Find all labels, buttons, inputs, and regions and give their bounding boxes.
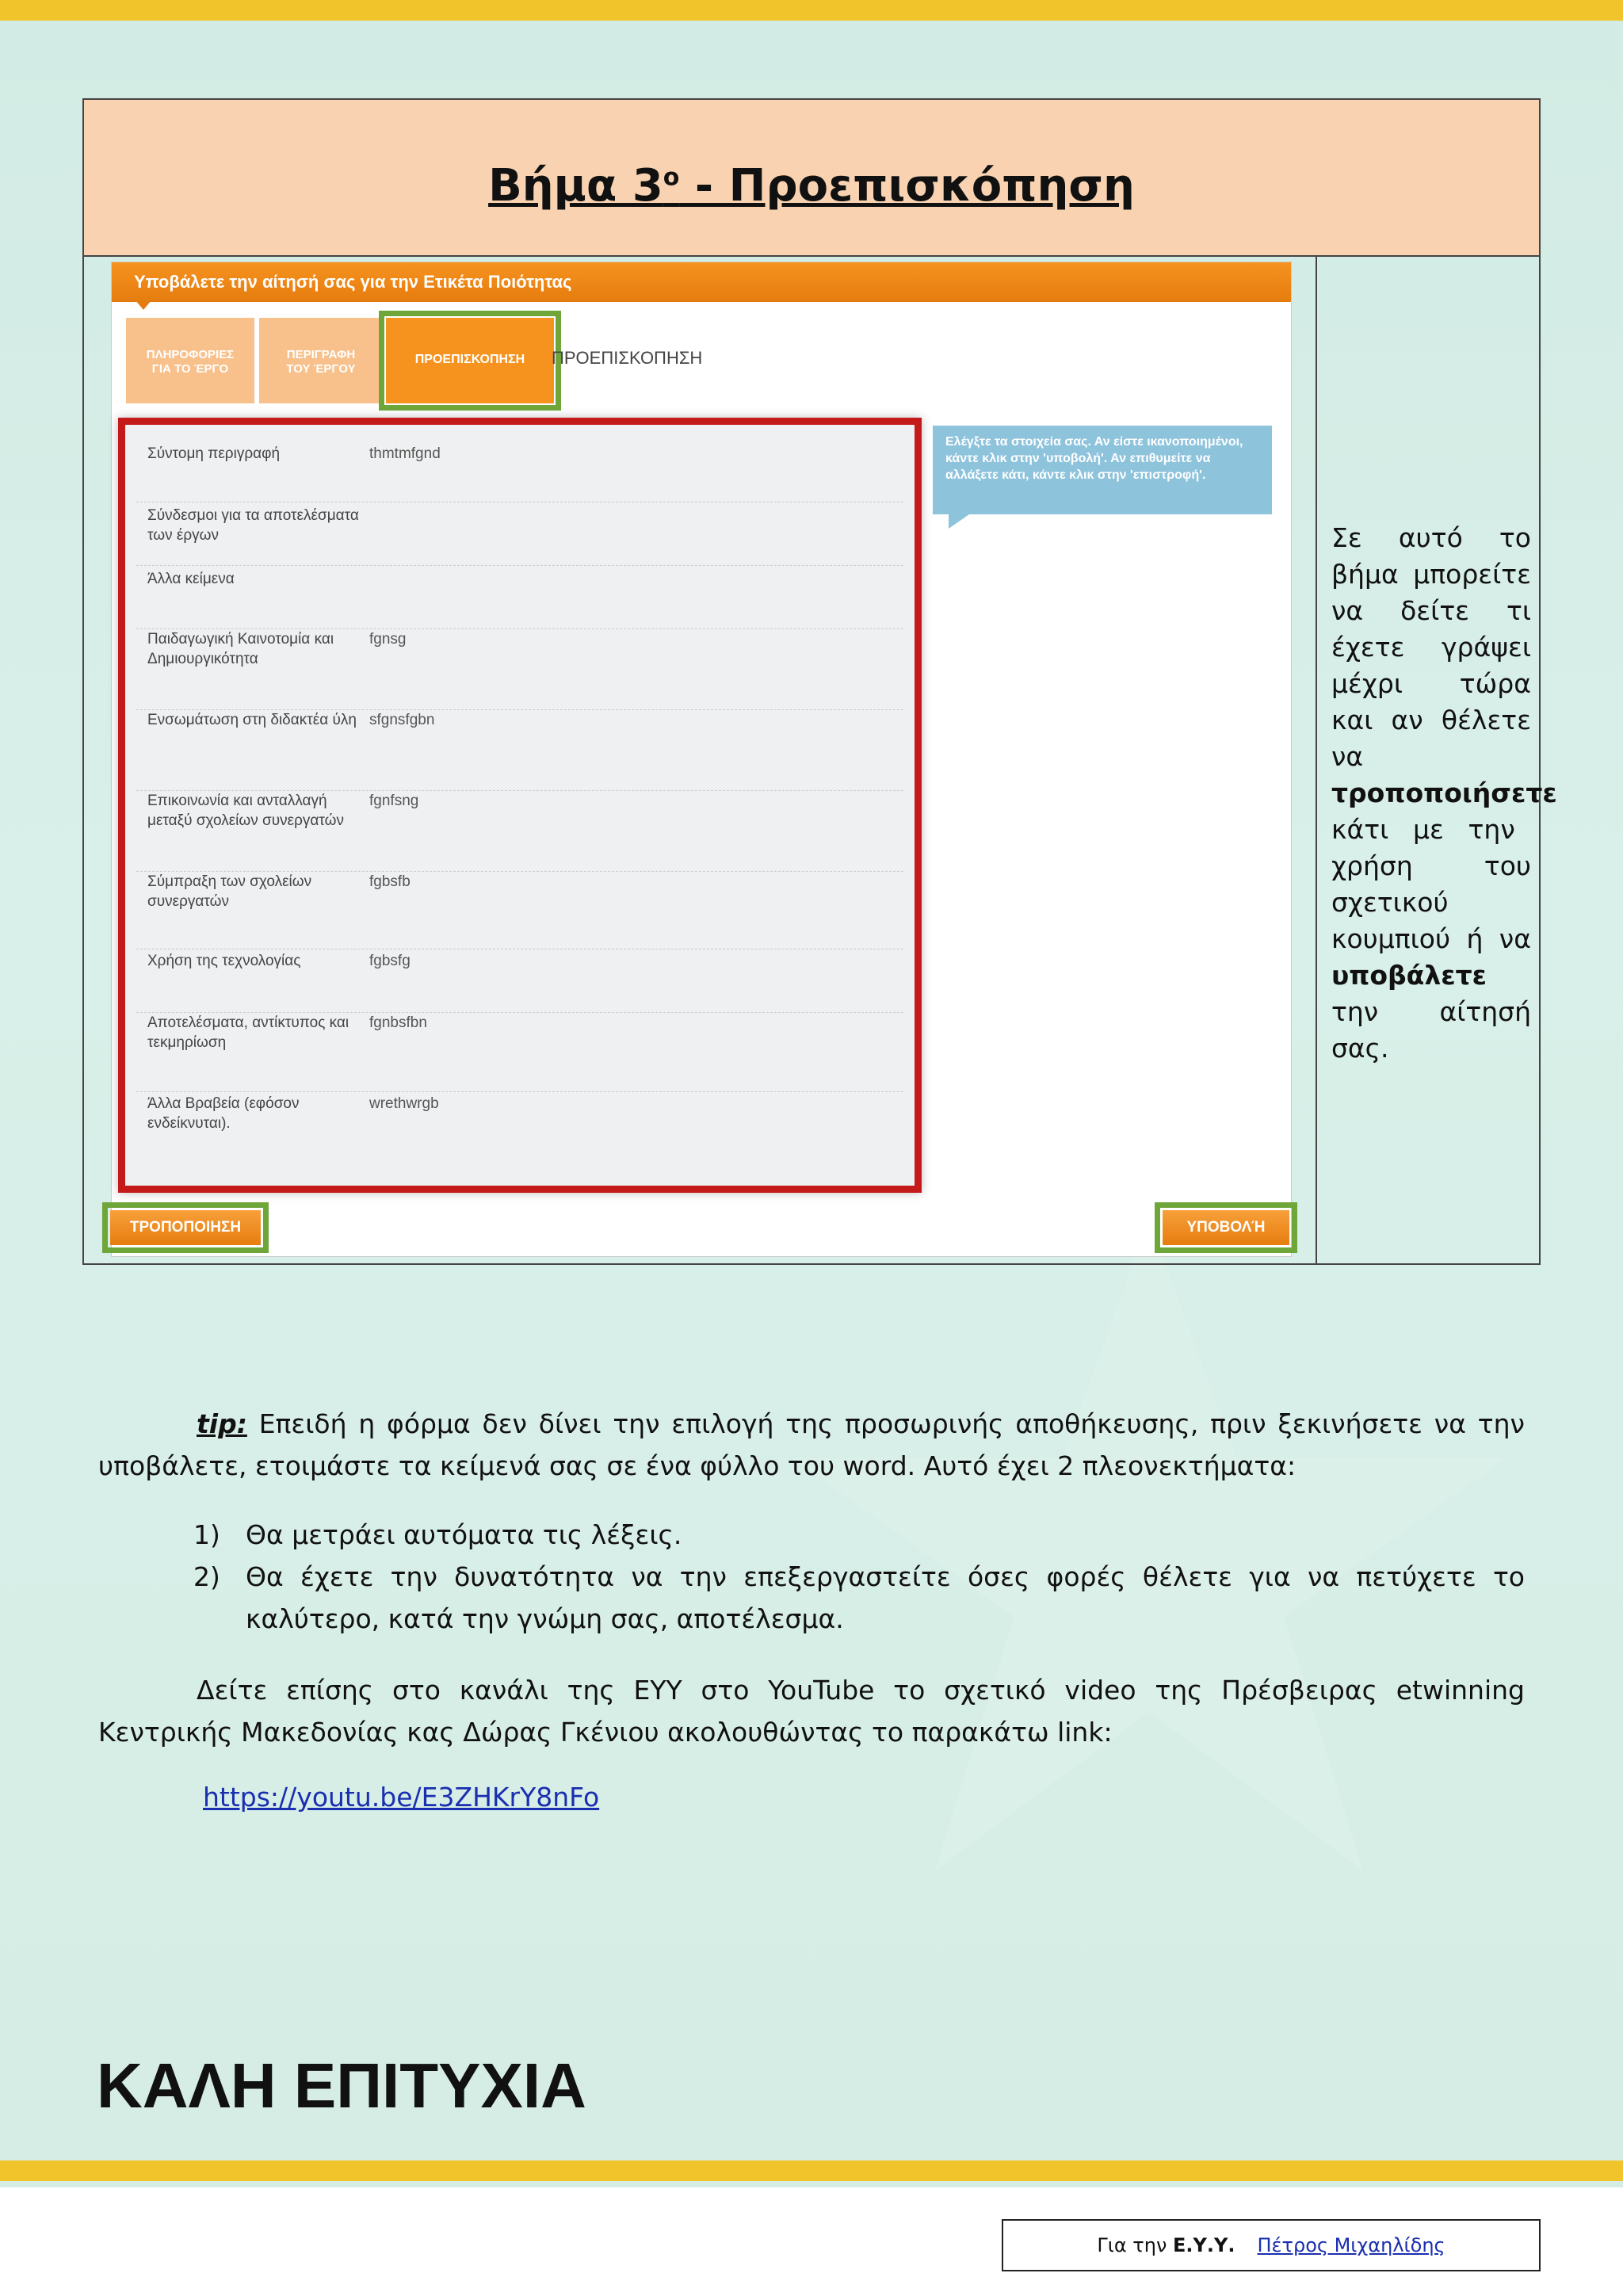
- tip-paragraph: tip: Επειδή η φόρμα δεν δίνει την επιλογή της προσωρινής αποθήκευσης, πριν ξεκινήσετε να την υποβάλετε, ετοιμάστε τα κείμενά σας σε ένα φύλλο του word. Αυτό έχει 2 πλεονεκτήματα:: [98, 1408, 1525, 1481]
- step-header: [84, 100, 1539, 257]
- form-header: Υποβάλετε την αίτησή σας για την Ετικέτα Ποιότητας: [112, 262, 1291, 302]
- good-luck-heading: ΚΑΛΗ ΕΠΙΤΥΧΙΑ: [97, 2050, 586, 2121]
- preview-row: Σύνδεσμοι για τα αποτελέσματα των έργων: [136, 506, 903, 566]
- preview-row: Άλλα Βραβεία (εφόσον ενδείκνυται). wrethwrgb: [147, 1095, 439, 1132]
- footer-credit: Για την Ε.Υ.Υ. Πέτρος Μιχαηλίδης: [1002, 2219, 1541, 2271]
- edit-button[interactable]: ΤΡΟΠΟΠΟΙΗΣΗ: [110, 1210, 261, 1245]
- preview-row: Αποτελέσματα, αντίκτυπος και τεκμηρίωση fgnbsfbn: [136, 1013, 903, 1092]
- author-link[interactable]: Πέτρος Μιχαηλίδης: [1257, 2234, 1445, 2256]
- tab-preview[interactable]: ΠΡΟΕΠΙΣΚΟΠΗΣΗ: [386, 318, 554, 403]
- preview-row: Επικοινωνία και ανταλλαγή μεταξύ σχολείων συνεργατών fgnfsng: [136, 791, 903, 872]
- submit-button[interactable]: ΥΠΟΒΟΛΉ: [1163, 1210, 1289, 1245]
- embedded-form-screenshot: [111, 262, 1292, 1257]
- top-yellow-band: [0, 0, 1623, 21]
- preview-row: Ενσωμάτωση στη διδακτέα ύλη sfgnsfgbn: [136, 710, 903, 791]
- list-item: 1) Θα μετράει αυτόματα τις λέξεις.: [193, 1519, 682, 1550]
- step-title: Βήμα $3^o$ - Προεπισκόπηση: [488, 159, 1135, 212]
- tab-project-description[interactable]: ΠΕΡΙΓΡΑΦΗ ΤΟΥ ΈΡΓΟΥ: [259, 318, 383, 403]
- preview-row: Χρήση της τεχνολογίας fgbsfg: [136, 951, 903, 1013]
- preview-panel: [118, 418, 922, 1193]
- header-pointer-icon: [136, 300, 151, 310]
- preview-row: Σύντομη περιγραφή thmtmfgnd: [136, 444, 903, 502]
- hint-tooltip: Ελέγξτε τα στοιχεία σας. Αν είστε ικανοποιημένοι, κάντε κλικ στην 'υποβολή'. Αν επιθυμείτε να αλλάξετε κάτι, κάντε κλικ στην 'επιστροφή'.: [933, 426, 1272, 514]
- youtube-paragraph: Δείτε επίσης στο κανάλι της ΕΥΥ στο YouTube το σχετικό video της Πρέσβειρας etwinning Κεντρικής Μακεδονίας κας Δώρας Γκένιου ακολουθώντας το παρακάτω link:: [98, 1675, 1525, 1748]
- preview-row: Άλλα κείμενα: [136, 569, 903, 629]
- tip-label: tip:: [197, 1408, 247, 1439]
- preview-row: Σύμπραξη των σχολείων συνεργατών fgbsfb: [136, 872, 903, 949]
- column-divider: [1316, 255, 1317, 1263]
- hint-tooltip-tail: [949, 514, 969, 529]
- side-note: Σε αυτό το βήμα μπορείτε να δείτε τι έχετε γράψει μέχρι τώρα και αν θέλετε να τροποποιήσετε κάτι με την χρήση του σχετικού κουμπιού ή να υποβάλετε την αίτησή σας.: [1331, 522, 1557, 1064]
- preview-row: Παιδαγωγική Καινοτομία και Δημιουργικότητα fgnsg: [136, 629, 903, 710]
- tab-project-info[interactable]: ΠΛΗΡΟΦΟΡΙΕΣ ΓΙΑ ΤΟ ΈΡΓΟ: [126, 318, 254, 403]
- current-tab-label: ΠΡΟΕΠΙΣΚΟΠΗΣΗ: [552, 348, 703, 368]
- advantages-list: [193, 1514, 1525, 1640]
- youtube-link[interactable]: https://youtu.be/E3ZHKrY8nFo: [203, 1782, 600, 1813]
- bottom-yellow-band: [0, 2160, 1623, 2181]
- list-item: 2) Θα έχετε την δυνατότητα να την επεξεργαστείτε όσες φορές θέλετε για να πετύχετε το καλύτερο, κατά την γνώμη σας, αποτέλεσμα.: [193, 1561, 1525, 1634]
